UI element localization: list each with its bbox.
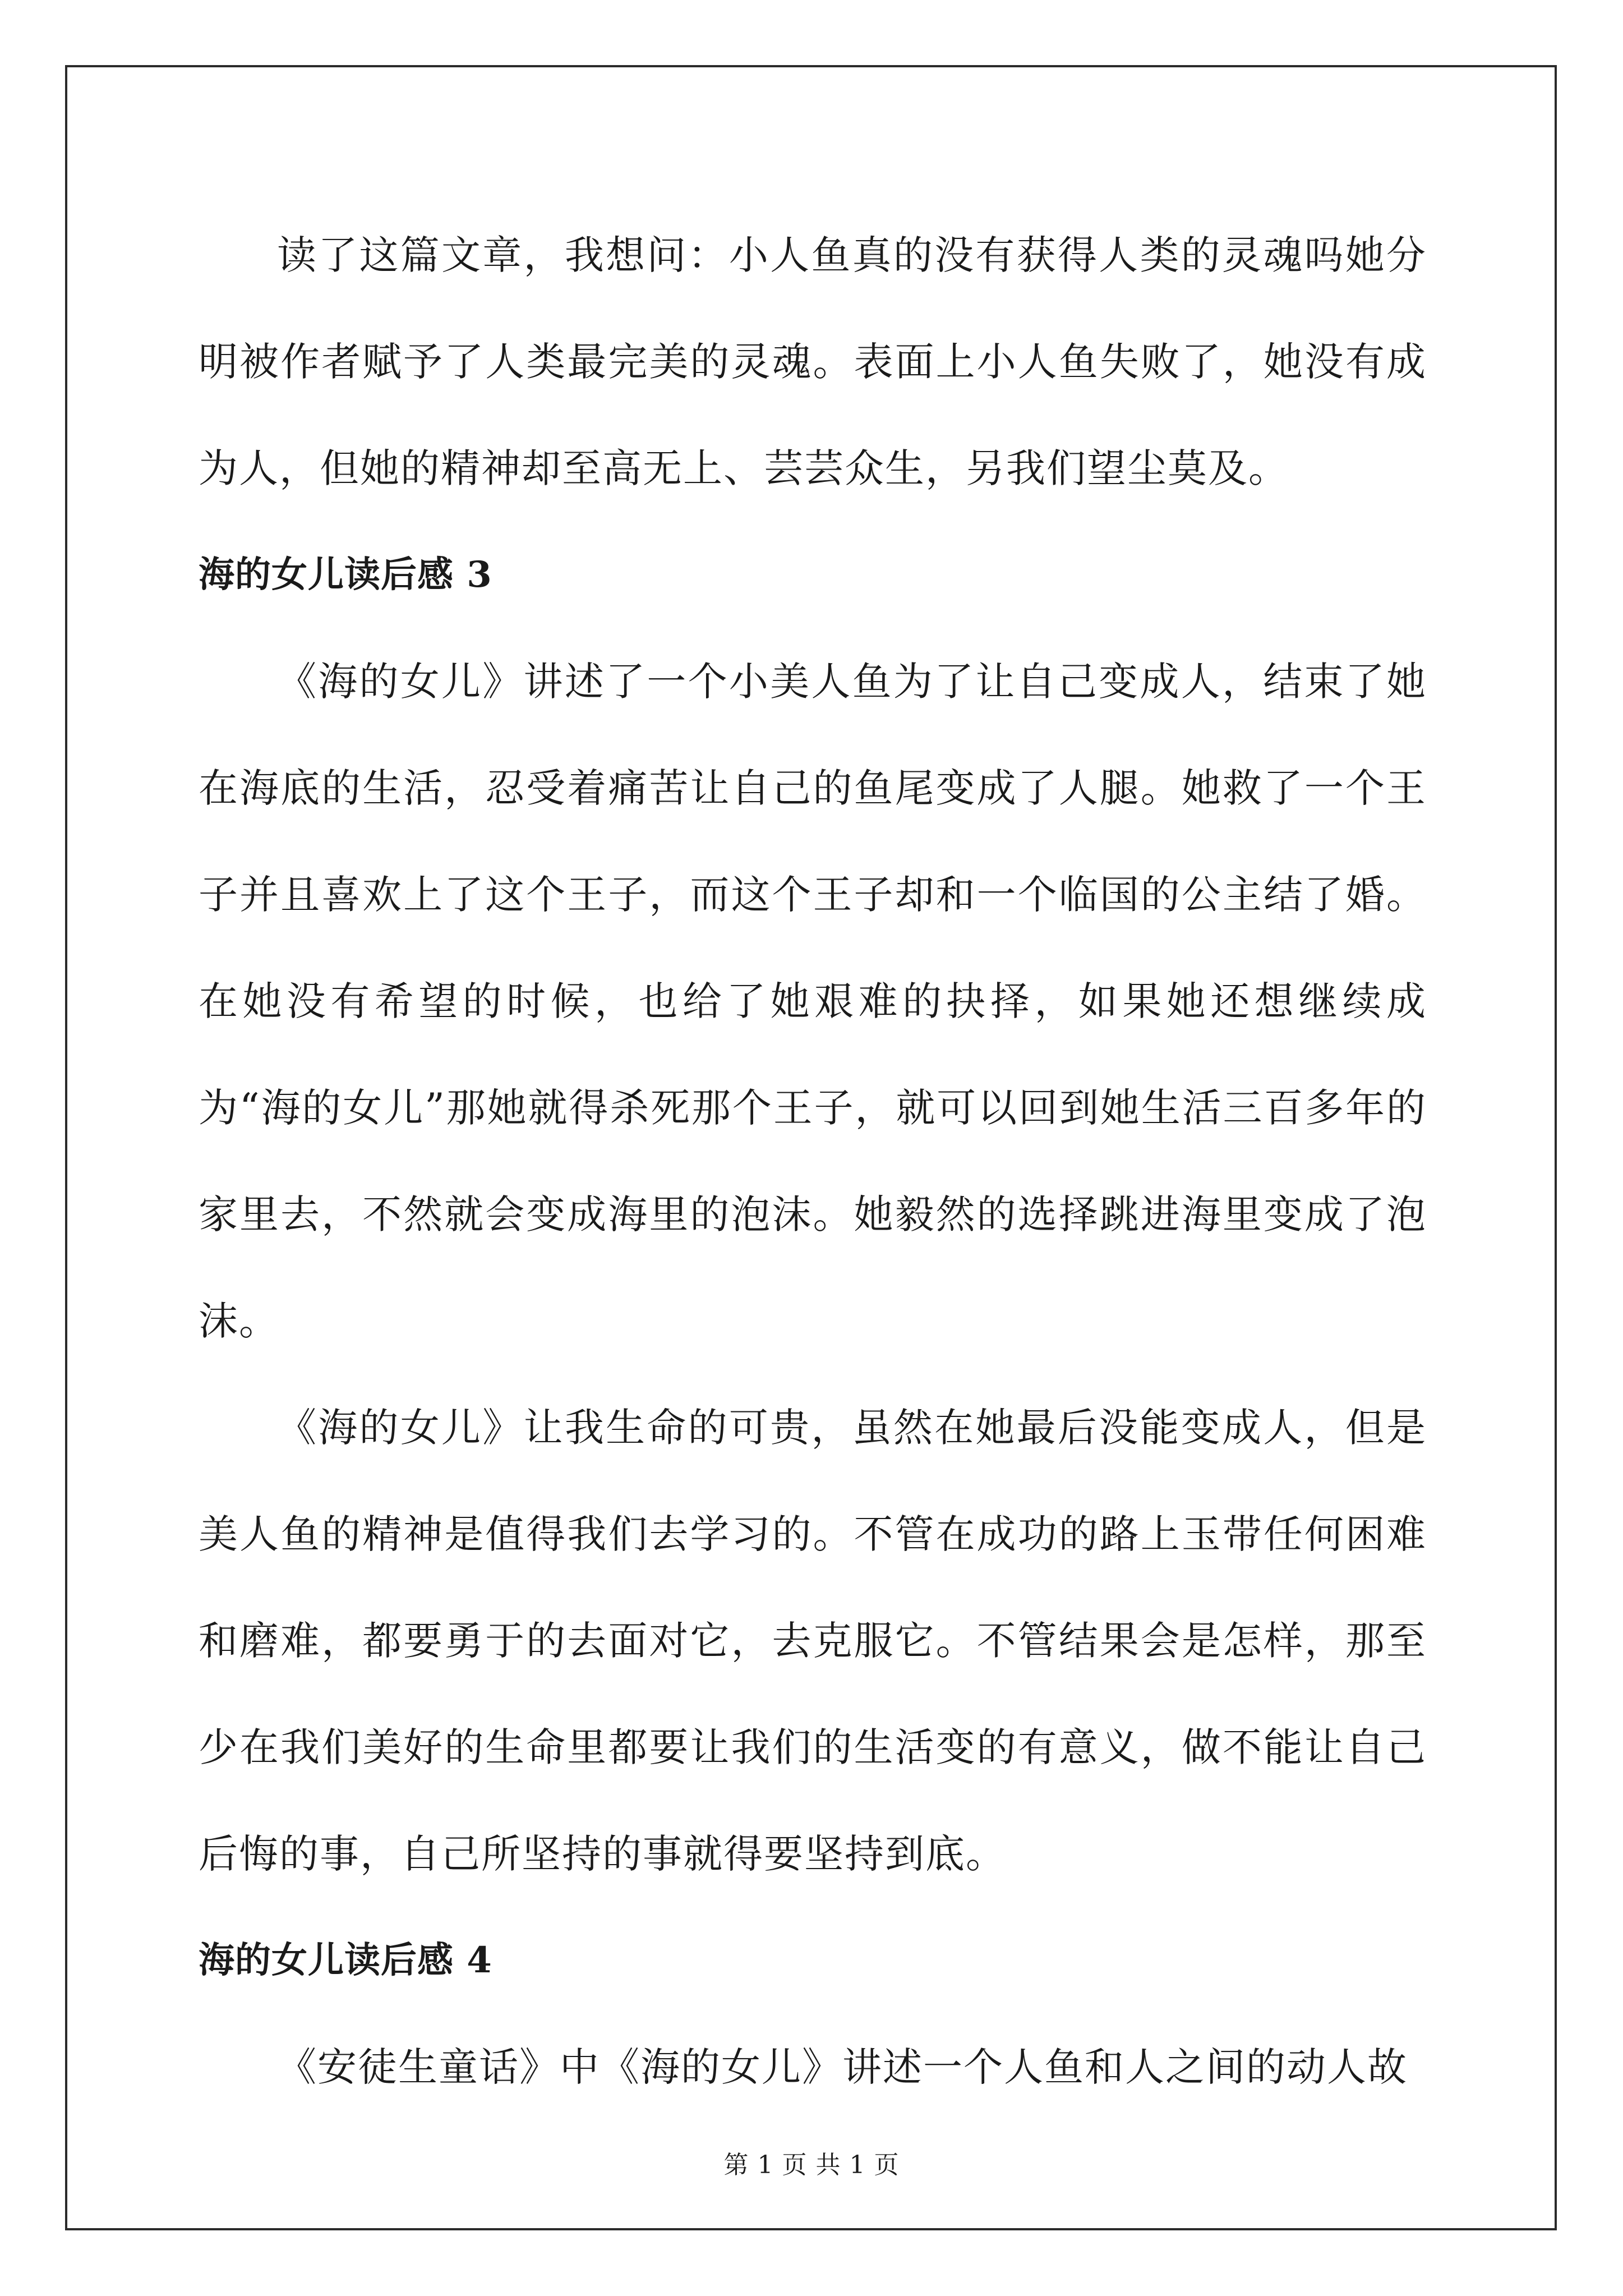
paragraph-story-summary: 《海的女儿》讲述了一个小美人鱼为了让自己变成人，结束了她在海底的生活，忍受着痛苦让自己的鱼尾变成了人腿。她救了一个王子并且喜欢上了这个王子，而这个王子却和一个临国的公主结了婚。在她没有希望的时候，也给了她艰难的抉择，如果她还想继续成为“海的女儿”那她就得杀死那个王子，就可以回到她生活三百多年的家里去，不然就会变成海里的泡沫。她毅然的选择跳进海里变成了泡沫。	[199, 659, 1427, 1344]
paragraph-andersen-intro: 《安徒生童话》中《海的女儿》讲述一个人鱼和人之间的动人故	[277, 2044, 1408, 2090]
section-heading-3: 海的女儿读后感 3	[199, 554, 492, 596]
document-body	[199, 202, 1427, 2120]
paragraph-lesson: 《海的女儿》让我生命的可贵，虽然在她最后没能变成人，但是美人鱼的精神是值得我们去学习的。不管在成功的路上玉带任何困难和磨难，都要勇于的去面对它，去克服它。不管结果会是怎样，那至少在我们美好的生命里都要让我们的生活变的有意义，做不能让自己后悔的事，自己所坚持的事就得要坚持到底。	[199, 1405, 1427, 1877]
paragraph-soul-reflection: 读了这篇文章，我想问：小人鱼真的没有获得人类的灵魂吗她分明被作者赋予了人类最完美的灵魂。表面上小人鱼失败了，她没有成为人，但她的精神却至高无上、芸芸众生，另我们望尘莫及。	[199, 232, 1427, 491]
section-heading-4: 海的女儿读后感 4	[199, 1939, 492, 1981]
page-number-footer: 第 1 页 共 1 页	[723, 2151, 900, 2179]
